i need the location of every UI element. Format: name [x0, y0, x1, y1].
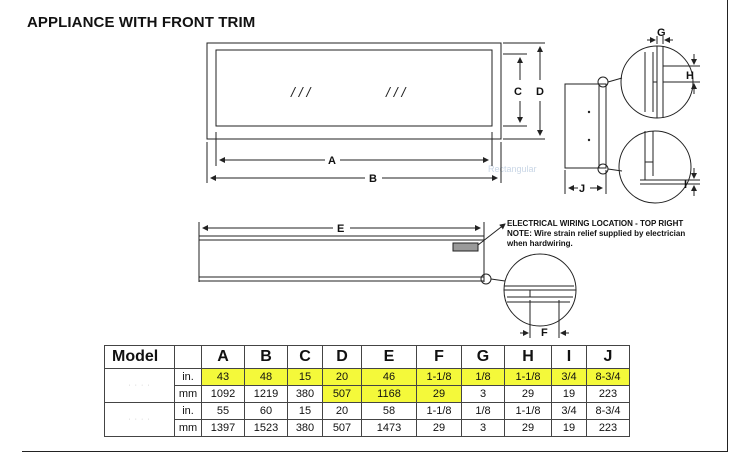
value-cell: 3/4 [552, 369, 587, 386]
label-f: F [541, 327, 548, 339]
col-i-header: I [552, 346, 587, 369]
detail-circle-bottom [619, 131, 691, 203]
dimensions-table [104, 345, 630, 437]
model-name-1: · · · · [105, 369, 175, 403]
label-g: G [657, 27, 666, 39]
unit-cell: in. [175, 369, 202, 386]
label-j: J [579, 183, 586, 195]
col-c-header: C [288, 346, 323, 369]
value-cell: 60 [245, 403, 288, 420]
page-title: APPLIANCE WITH FRONT TRIM [27, 14, 256, 31]
value-cell: 8-3/4 [587, 369, 630, 386]
value-cell: 1/8 [462, 403, 505, 420]
value-cell: 1-1/8 [417, 369, 462, 386]
label-c: C [514, 86, 522, 98]
detail-marker-top [598, 77, 608, 87]
label-e: E [337, 223, 345, 235]
label-d: D [536, 86, 544, 98]
value-cell: 19 [552, 386, 587, 403]
value-cell: 1168 [362, 386, 417, 403]
value-cell: 15 [288, 369, 323, 386]
value-cell: 29 [505, 420, 552, 437]
unit-cell: in. [175, 403, 202, 420]
ghost-tooltip-text: Rectangular [488, 164, 537, 174]
table-row [105, 420, 630, 437]
value-cell: 1092 [202, 386, 245, 403]
glass-mark-left: / / / [291, 84, 311, 100]
value-cell: 15 [288, 403, 323, 420]
value-cell: 58 [362, 403, 417, 420]
value-cell: 507 [323, 420, 362, 437]
side-view-trim [599, 84, 606, 168]
value-cell: 380 [288, 386, 323, 403]
table-row [105, 403, 630, 420]
value-cell: 507 [323, 386, 362, 403]
value-cell: 1-1/8 [505, 403, 552, 420]
label-b: B [369, 173, 377, 185]
value-cell: 1-1/8 [417, 403, 462, 420]
wiring-note-heading: ELECTRICAL WIRING LOCATION - TOP RIGHT [507, 219, 684, 228]
value-cell: 20 [323, 369, 362, 386]
detail-marker-top-view [481, 274, 491, 284]
value-cell: 1397 [202, 420, 245, 437]
value-cell: 1-1/8 [505, 369, 552, 386]
value-cell: 55 [202, 403, 245, 420]
side-view-body [565, 84, 599, 168]
value-cell: 19 [552, 420, 587, 437]
glass-mark-right: / / / [386, 84, 406, 100]
label-i: I [684, 179, 688, 191]
unit-cell: mm [175, 420, 202, 437]
table-row [105, 386, 630, 403]
table-header-row [105, 346, 630, 369]
value-cell: 3 [462, 420, 505, 437]
value-cell: 43 [202, 369, 245, 386]
value-cell: 29 [505, 386, 552, 403]
value-cell: 1473 [362, 420, 417, 437]
value-cell: 29 [417, 420, 462, 437]
col-h-header: H [505, 346, 552, 369]
unit-header [175, 346, 202, 369]
col-f-header: F [417, 346, 462, 369]
wiring-note [507, 219, 732, 249]
value-cell: 3 [462, 386, 505, 403]
value-cell: 29 [417, 386, 462, 403]
value-cell: 1219 [245, 386, 288, 403]
value-cell: 48 [245, 369, 288, 386]
value-cell: 380 [288, 420, 323, 437]
front-trim-outline [207, 43, 501, 139]
col-e-header: E [362, 346, 417, 369]
value-cell: 3/4 [552, 403, 587, 420]
label-h: H [686, 70, 694, 82]
col-g-header: G [462, 346, 505, 369]
label-a: A [328, 155, 336, 167]
value-cell: 1/8 [462, 369, 505, 386]
col-a-header: A [202, 346, 245, 369]
value-cell: 46 [362, 369, 417, 386]
value-cell: 223 [587, 386, 630, 403]
col-d-header: D [323, 346, 362, 369]
table-row [105, 369, 630, 386]
wiring-box [453, 243, 478, 251]
wiring-note-line2: when hardwiring. [507, 239, 573, 248]
col-b-header: B [245, 346, 288, 369]
model-name-2: · · · · [105, 403, 175, 437]
model-header: Model [105, 346, 175, 369]
col-j-header: J [587, 346, 630, 369]
top-view-body [199, 236, 484, 277]
value-cell: 1523 [245, 420, 288, 437]
unit-cell: mm [175, 386, 202, 403]
value-cell: 20 [323, 403, 362, 420]
glass-panel [216, 50, 492, 126]
value-cell: 223 [587, 420, 630, 437]
value-cell: 8-3/4 [587, 403, 630, 420]
wiring-note-line1: NOTE: Wire strain relief supplied by electrician [507, 229, 686, 238]
